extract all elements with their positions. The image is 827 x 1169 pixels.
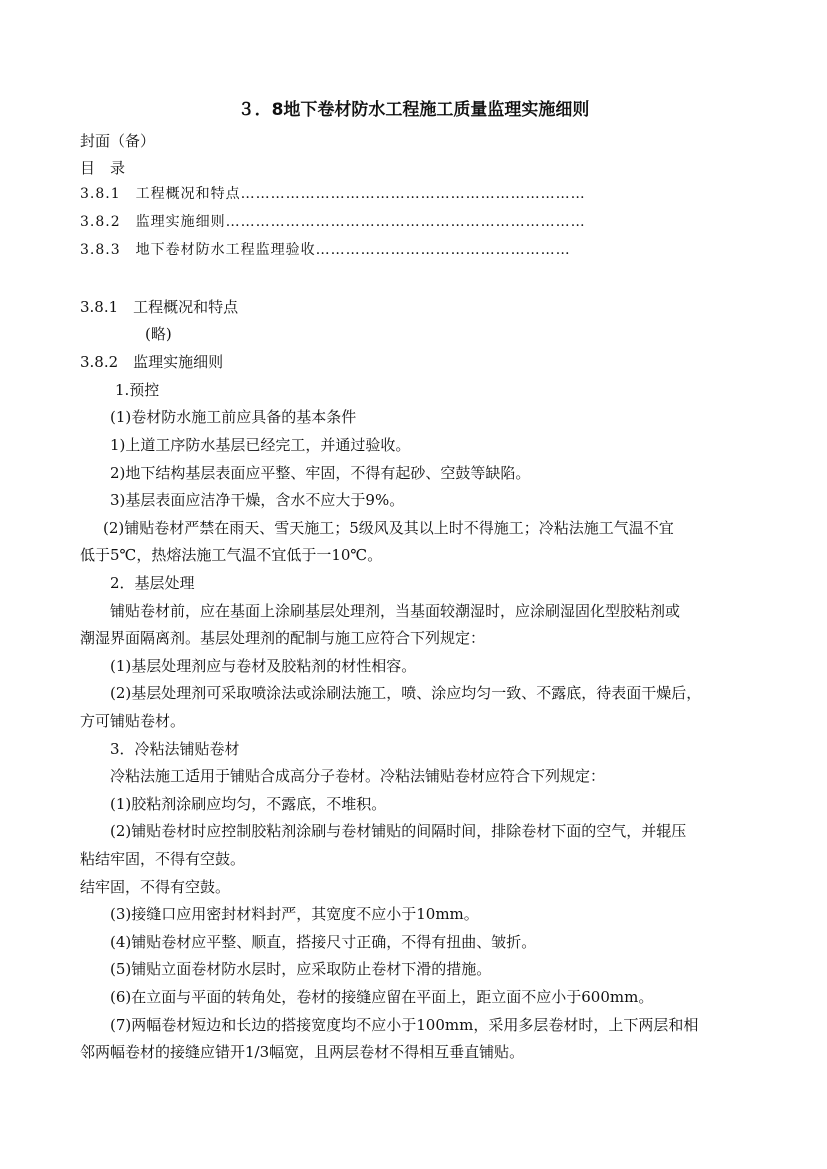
paragraph-line: (略) xyxy=(145,325,172,343)
paragraph-line: (2)铺贴卷材严禁在雨天、雪天施工；5级风及其以上时不得施工；冷粘法施工气温不宜 xyxy=(103,519,674,537)
paragraph-line: (2)铺贴卷材时应控制胶粘剂涂刷与卷材铺贴的间隔时间，排除卷材下面的空气，并辊压 xyxy=(110,822,687,840)
paragraph-line: 潮湿界面隔离剂。基层处理剂的配制与施工应符合下列规定： xyxy=(80,629,486,647)
paragraph-line: (5)铺贴立面卷材防水层时，应采取防止卷材下滑的措施。 xyxy=(110,960,492,978)
page-title: ３．8地下卷材防水工程施工质量监理实施细则 xyxy=(237,100,590,120)
subsection-heading: 2．基层处理 xyxy=(110,574,195,592)
paragraph-line: (7)两幅卷材短边和长边的搭接宽度均不应小于100mm，采用多层卷材时，上下两层和相 xyxy=(110,1016,699,1034)
section-heading: 3.8.1 工程概况和特点 xyxy=(80,298,239,316)
cover-note: 封面（备） xyxy=(80,132,156,150)
paragraph-line: 结牢固，不得有空鼓。 xyxy=(80,878,231,896)
paragraph-line: (1)基层处理剂应与卷材及胶粘剂的材性相容。 xyxy=(110,657,417,675)
toc-heading: 目 录 xyxy=(80,159,126,177)
paragraph-line: (4)铺贴卷材应平整、顺直，搭接尺寸正确，不得有扭曲、皱折。 xyxy=(110,933,537,951)
toc-entry: 3.8.2 监理实施细则……………………………………………………………… xyxy=(80,214,586,230)
paragraph-line: 1)上道工序防水基层已经完工，并通过验收。 xyxy=(110,436,411,454)
paragraph-line: (2)基层处理剂可采取喷涂法或涂刷法施工，喷、涂应均匀一致、不露底，待表面干燥后， xyxy=(110,684,702,702)
paragraph-line: 低于5℃，热熔法施工气温不宜低于一10℃。 xyxy=(80,546,383,564)
paragraph-line: (3)接缝口应用密封材料封严，其宽度不应小于10mm。 xyxy=(110,905,479,923)
paragraph-line: 3)基层表面应洁净干燥，含水不应大于9%。 xyxy=(110,491,405,509)
paragraph-line: (6)在立面与平面的转角处，卷材的接缝应留在平面上，距立面不应小于600mm。 xyxy=(110,988,654,1006)
paragraph-line: (1)胶粘剂涂刷应均匀，不露底，不堆积。 xyxy=(110,795,387,813)
subsection-heading: 3．冷粘法铺贴卷材 xyxy=(110,740,240,758)
toc-entry: 3.8.3 地下卷材防水工程监理验收…………………………………………… xyxy=(80,242,571,258)
section-heading: 3.8.2 监理实施细则 xyxy=(80,353,224,371)
paragraph-line: 2)地下结构基层表面应平整、牢固，不得有起砂、空鼓等缺陷。 xyxy=(110,464,531,482)
paragraph-line: 邻两幅卷材的接缝应错开1/3幅宽，且两层卷材不得相互垂直铺贴。 xyxy=(80,1043,525,1061)
paragraph-line: 冷粘法施工适用于铺贴合成高分子卷材。冷粘法铺贴卷材应符合下列规定： xyxy=(110,767,606,785)
paragraph-line: (1)卷材防水施工前应具备的基本条件 xyxy=(110,408,357,426)
paragraph-line: 铺贴卷材前，应在基面上涂刷基层处理剂，当基面较潮湿时，应涂刷湿固化型胶粘剂或 xyxy=(110,602,681,620)
paragraph-line: 方可铺贴卷材。 xyxy=(80,712,186,730)
paragraph-line: 粘结牢固，不得有空鼓。 xyxy=(80,850,246,868)
toc-entry: 3.8.1 工程概况和特点…………………………………………………………… xyxy=(80,186,586,202)
subsection-heading: 1.预控 xyxy=(115,381,160,399)
